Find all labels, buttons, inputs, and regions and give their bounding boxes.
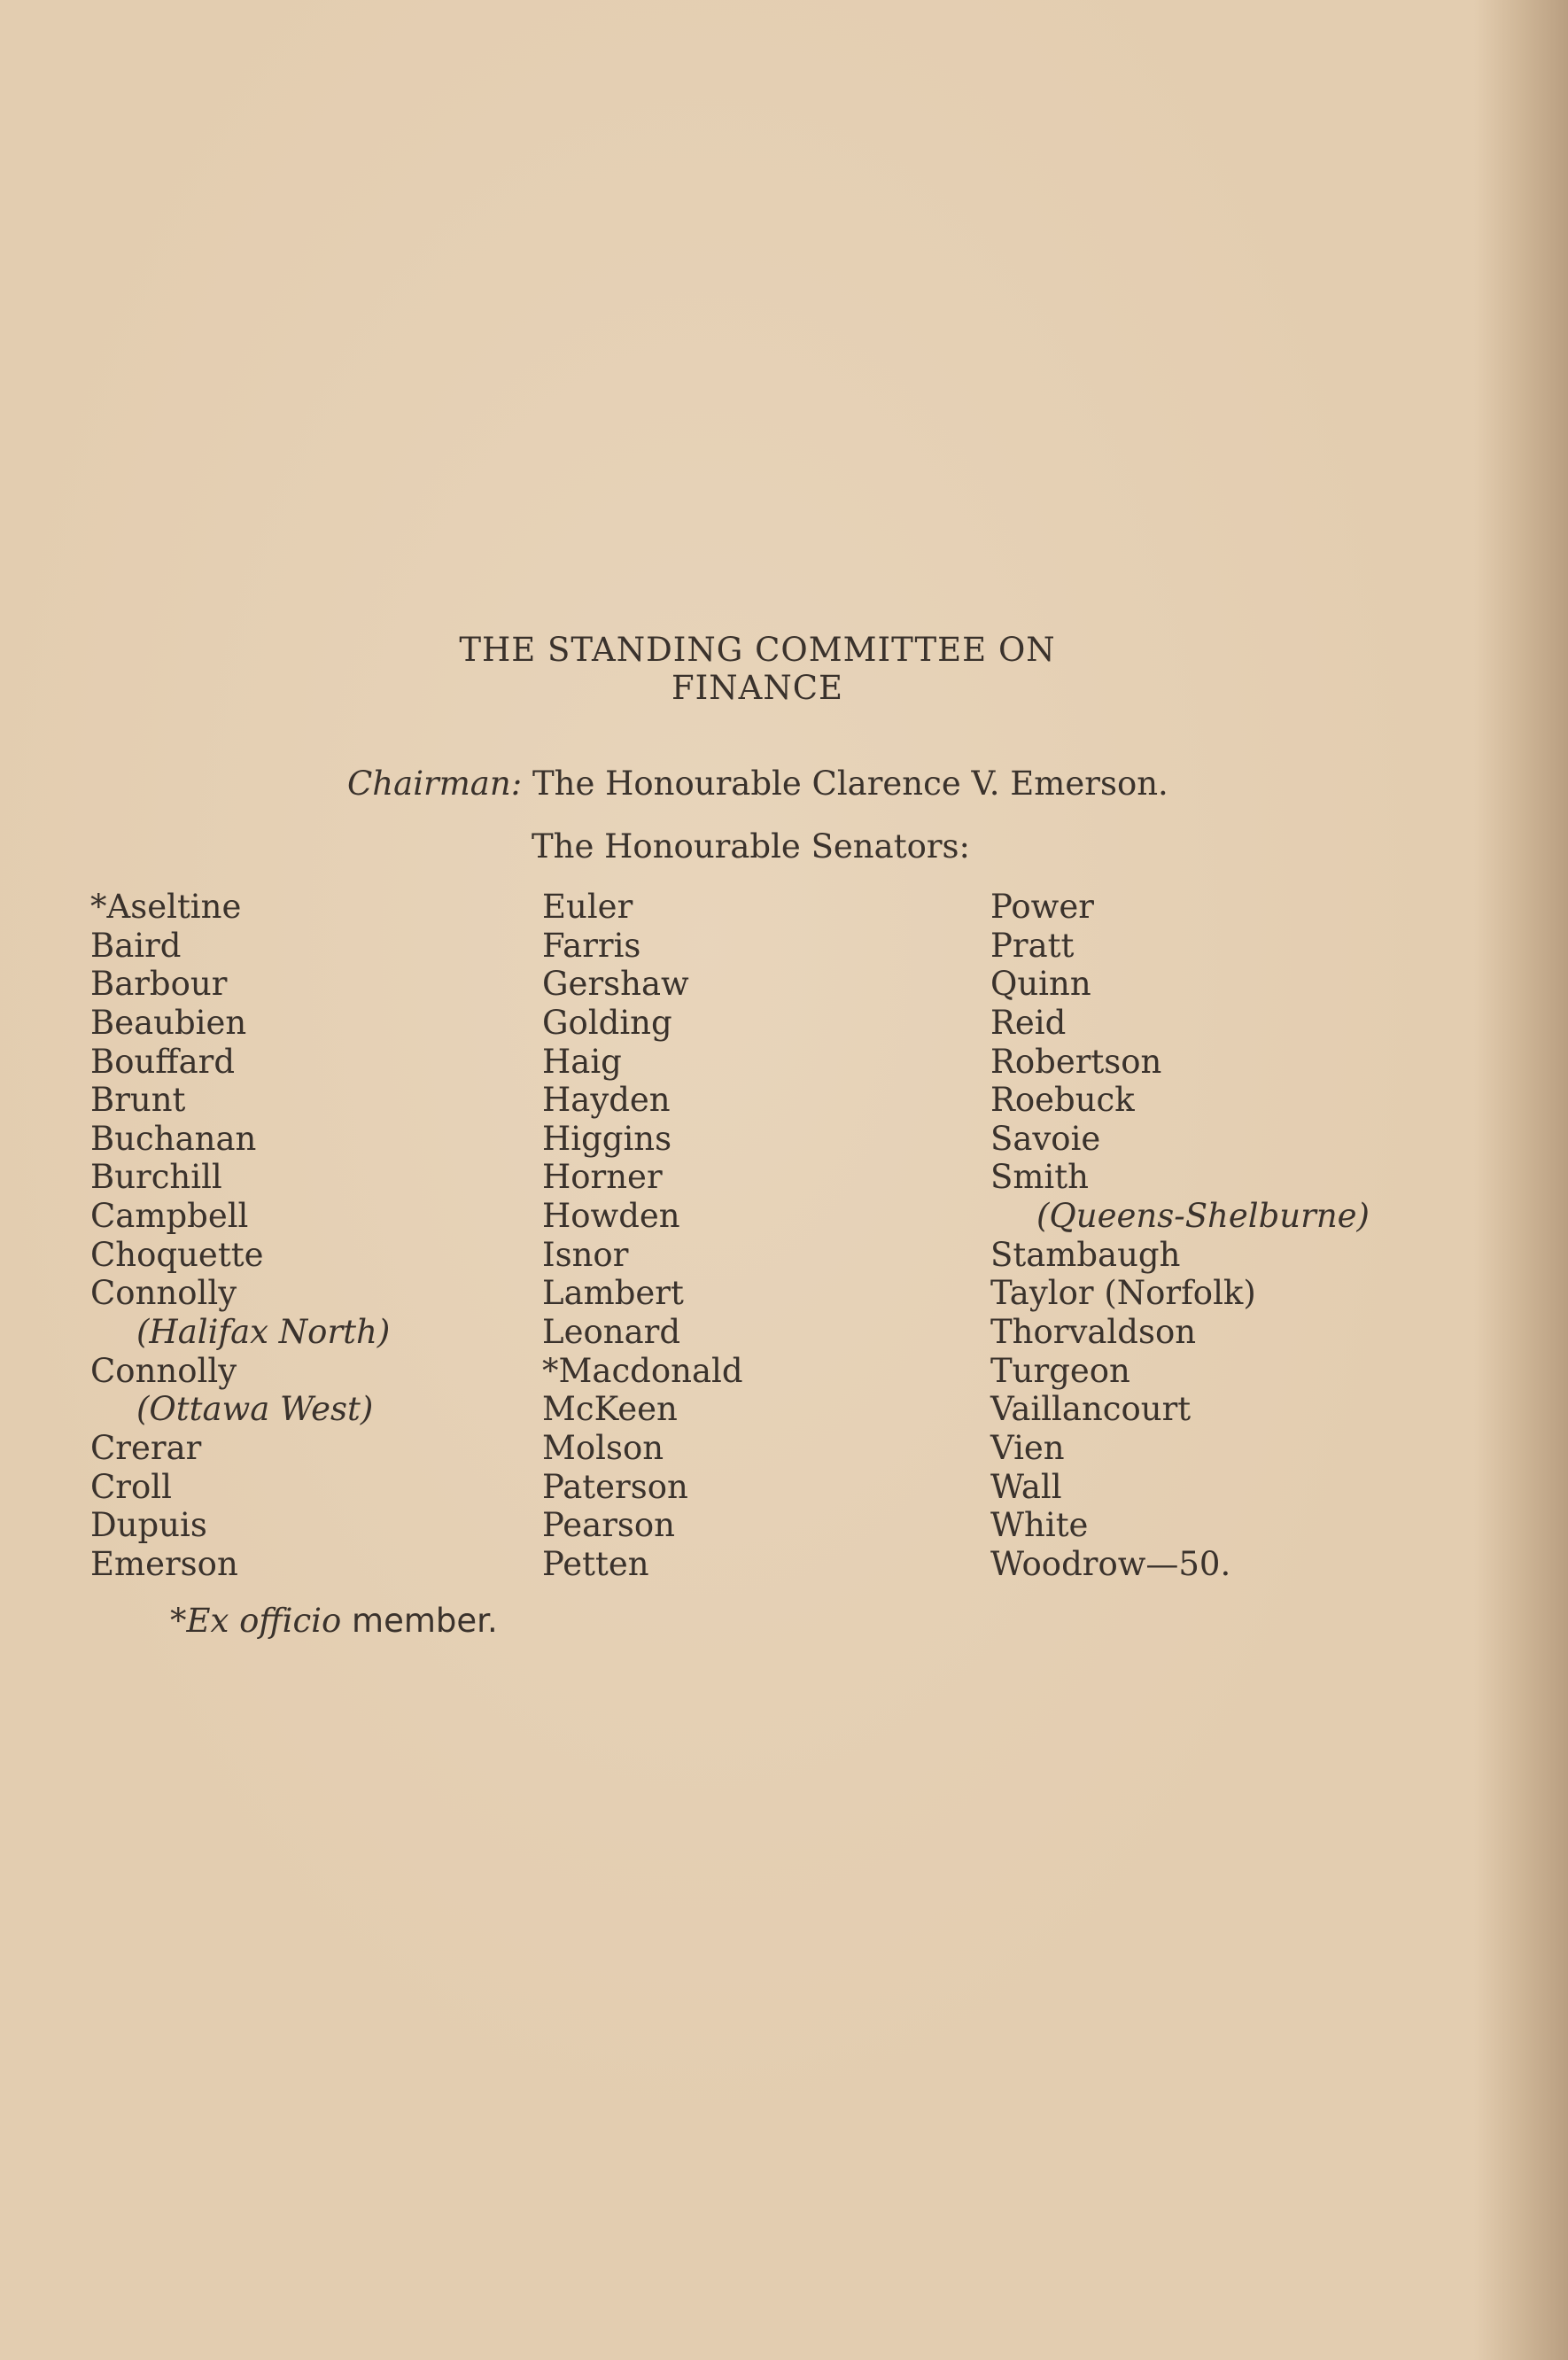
senator-name: Farris [542, 926, 641, 965]
senator-name: Emerson [90, 1544, 238, 1583]
senator-name: Savoie [990, 1119, 1101, 1158]
senator-name: Vaillancourt [990, 1390, 1192, 1429]
committee-title: THE STANDING COMMITTEE ON [459, 631, 1056, 669]
senator-name: Molson [542, 1428, 664, 1467]
senator-name: Taylor (Norfolk) [990, 1274, 1256, 1313]
senator-name: *Macdonald [542, 1351, 743, 1390]
senator-name: Leonard [542, 1313, 681, 1352]
senator-name: Connolly [90, 1351, 237, 1390]
senator-name: Woodrow—50. [990, 1544, 1231, 1583]
senator-name: Golding [542, 1003, 672, 1042]
senator-constituency: (Ottawa West) [136, 1390, 374, 1429]
senator-name: Buchanan [90, 1119, 257, 1158]
committee-subtitle: FINANCE [671, 669, 844, 707]
senator-name: Vien [990, 1428, 1065, 1467]
senator-name: Roebuck [990, 1081, 1135, 1120]
senator-name: Choquette [90, 1235, 264, 1274]
senator-name: Isnor [542, 1235, 629, 1274]
senator-name: Croll [90, 1467, 172, 1506]
senator-name: Power [990, 888, 1094, 926]
senator-name: Haig [542, 1042, 622, 1081]
chairman-name: The Honourable Clarence V. Emerson. [532, 765, 1168, 803]
senator-name: Smith [990, 1158, 1089, 1197]
senator-name: Dupuis [90, 1506, 207, 1545]
senator-name: Euler [542, 888, 633, 926]
senator-name: Barbour [90, 965, 228, 1004]
senators-heading: The Honourable Senators: [532, 827, 970, 866]
chairman-line [347, 765, 1168, 803]
footnote-text: member. [341, 1602, 498, 1640]
senator-name: Paterson [542, 1467, 688, 1506]
senator-name: Wall [990, 1467, 1062, 1506]
footnote-marker: *Ex officio [170, 1602, 342, 1640]
senator-name: Connolly [90, 1274, 237, 1313]
senator-name: Horner [542, 1158, 663, 1197]
senator-column-3 [990, 888, 1370, 1584]
senator-name: Thorvaldson [990, 1313, 1197, 1352]
senator-name: Lambert [542, 1274, 684, 1313]
senator-name: Brunt [90, 1081, 186, 1120]
chairman-label: Chairman: [347, 765, 523, 803]
senator-name: Baird [90, 926, 182, 965]
senator-name: Crerar [90, 1428, 202, 1467]
senator-column-1 [90, 888, 390, 1584]
senator-name: Bouffard [90, 1042, 236, 1081]
senator-column-2 [542, 888, 743, 1584]
senator-name: Turgeon [990, 1351, 1130, 1390]
senator-name: Pearson [542, 1506, 675, 1545]
ex-officio-footnote [170, 1602, 498, 1640]
senator-name: Campbell [90, 1197, 249, 1236]
senator-name: Pratt [990, 926, 1075, 965]
senator-constituency: (Halifax North) [136, 1313, 391, 1352]
senator-name: Beaubien [90, 1003, 247, 1042]
senator-name: *Aseltine [90, 888, 242, 926]
senator-name: Stambaugh [990, 1235, 1181, 1274]
senator-name: Higgins [542, 1119, 672, 1158]
senator-name: Hayden [542, 1081, 671, 1120]
senator-name: Howden [542, 1197, 680, 1236]
senator-name: Petten [542, 1544, 649, 1583]
senator-constituency: (Queens-Shelburne) [1036, 1197, 1370, 1236]
senator-name: Quinn [990, 965, 1091, 1004]
senator-name: McKeen [542, 1390, 678, 1429]
senator-name: White [990, 1506, 1089, 1545]
senator-name: Reid [990, 1003, 1067, 1042]
senator-name: Burchill [90, 1158, 222, 1197]
senator-name: Robertson [990, 1042, 1162, 1081]
senator-name: Gershaw [542, 965, 689, 1004]
